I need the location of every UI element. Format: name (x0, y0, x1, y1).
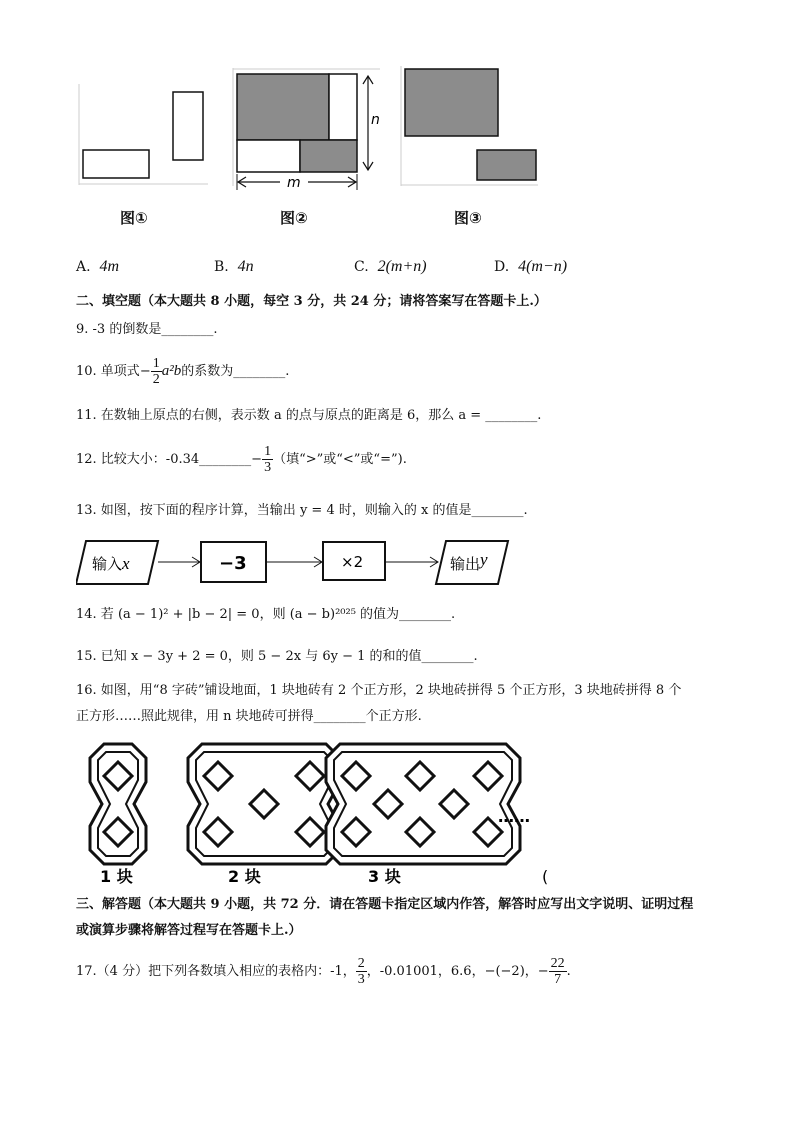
svg-text:输出y: 输出y (450, 550, 488, 573)
question-9: 9. -3 的倒数是________. (76, 322, 218, 337)
figure-2 (232, 68, 382, 198)
dim-n-label: n (371, 112, 380, 128)
dim-m-label: m (287, 175, 301, 191)
question-16-line-2: 正方形……照此规律，用 n 块地砖可拼得________个正方形. (76, 709, 422, 724)
tile-1 (90, 744, 146, 864)
section-2-heading: 二、填空题（本大题共 8 小题，每空 3 分，共 24 分；请将答案写在答题卡上.） (76, 294, 547, 309)
tile-label-1: 1 块 (100, 867, 133, 886)
figure-1-caption: 图① (120, 209, 148, 227)
dots: …… (498, 807, 530, 826)
svg-text:×2: ×2 (341, 553, 364, 571)
question-15: 15. 已知 x − 3y + 2 = 0，则 5 − 2x 与 6y − 1 的和的值________. (76, 649, 478, 664)
question-12: 12. 比较大小：-0.34________− $\frac{1}{3}$ （填“>”或“<”或“=”). (76, 444, 407, 475)
question-13: 13. 如图，按下面的程序计算，当输出 y = 4 时，则输入的 x 的值是________. (76, 503, 528, 518)
section-3-heading-line-1: 三、解答题（本大题共 9 小题，共 72 分．请在答题卡指定区域内作答，解答时应写出文字说明、证明过程 (76, 897, 694, 912)
section-3-heading-line-2: 或演算步骤将解答过程写在答题卡上.） (76, 923, 302, 938)
svg-text:输入x: 输入x (92, 554, 130, 573)
option-c: C. 2(m+n) (354, 258, 427, 275)
tile-figure (78, 738, 558, 888)
option-d: D. 4(m−n) (494, 258, 568, 275)
figure-3 (400, 66, 540, 190)
figure-1 (78, 84, 212, 186)
tile-2 (188, 744, 340, 864)
option-a: A. 4m (76, 258, 120, 275)
question-16-line-1: 16. 如图，用“8 字砖”铺设地面，1 块地砖有 2 个正方形，2 块地砖拼得 5 个正方形，3 块地砖拼得 8 个 (76, 683, 682, 698)
rect-vertical (173, 92, 203, 160)
question-14: 14. 若 (a − 1)² + |b − 2| = 0，则 (a − b)²⁰²⁵ 的值为________. (76, 607, 456, 622)
svg-text:−3: −3 (219, 553, 247, 574)
question-10: 10. 单项式− $\frac{1}{2}$ a²b的系数为________. (76, 356, 290, 387)
question-17: 17.（4 分）把下列各数填入相应的表格内：-1， $\frac{2}{3}$ ，-0.01001，6.6，−(−2)，− $\frac{22}{7}$ . (76, 956, 571, 987)
flowchart (76, 538, 516, 588)
tile-paren: ( (542, 867, 549, 886)
rect-horizontal (83, 150, 149, 178)
tile-label-2: 2 块 (228, 867, 261, 886)
option-b: B. 4n (214, 258, 254, 275)
question-11: 11. 在数轴上原点的右侧，表示数 a 的点与原点的距离是 6，那么 a = ________. (76, 408, 542, 423)
figure-3-caption: 图③ (454, 209, 482, 227)
tile-label-3: 3 块 (368, 867, 401, 886)
tile-3 (326, 744, 520, 864)
figure-2-caption: 图② (280, 209, 308, 227)
